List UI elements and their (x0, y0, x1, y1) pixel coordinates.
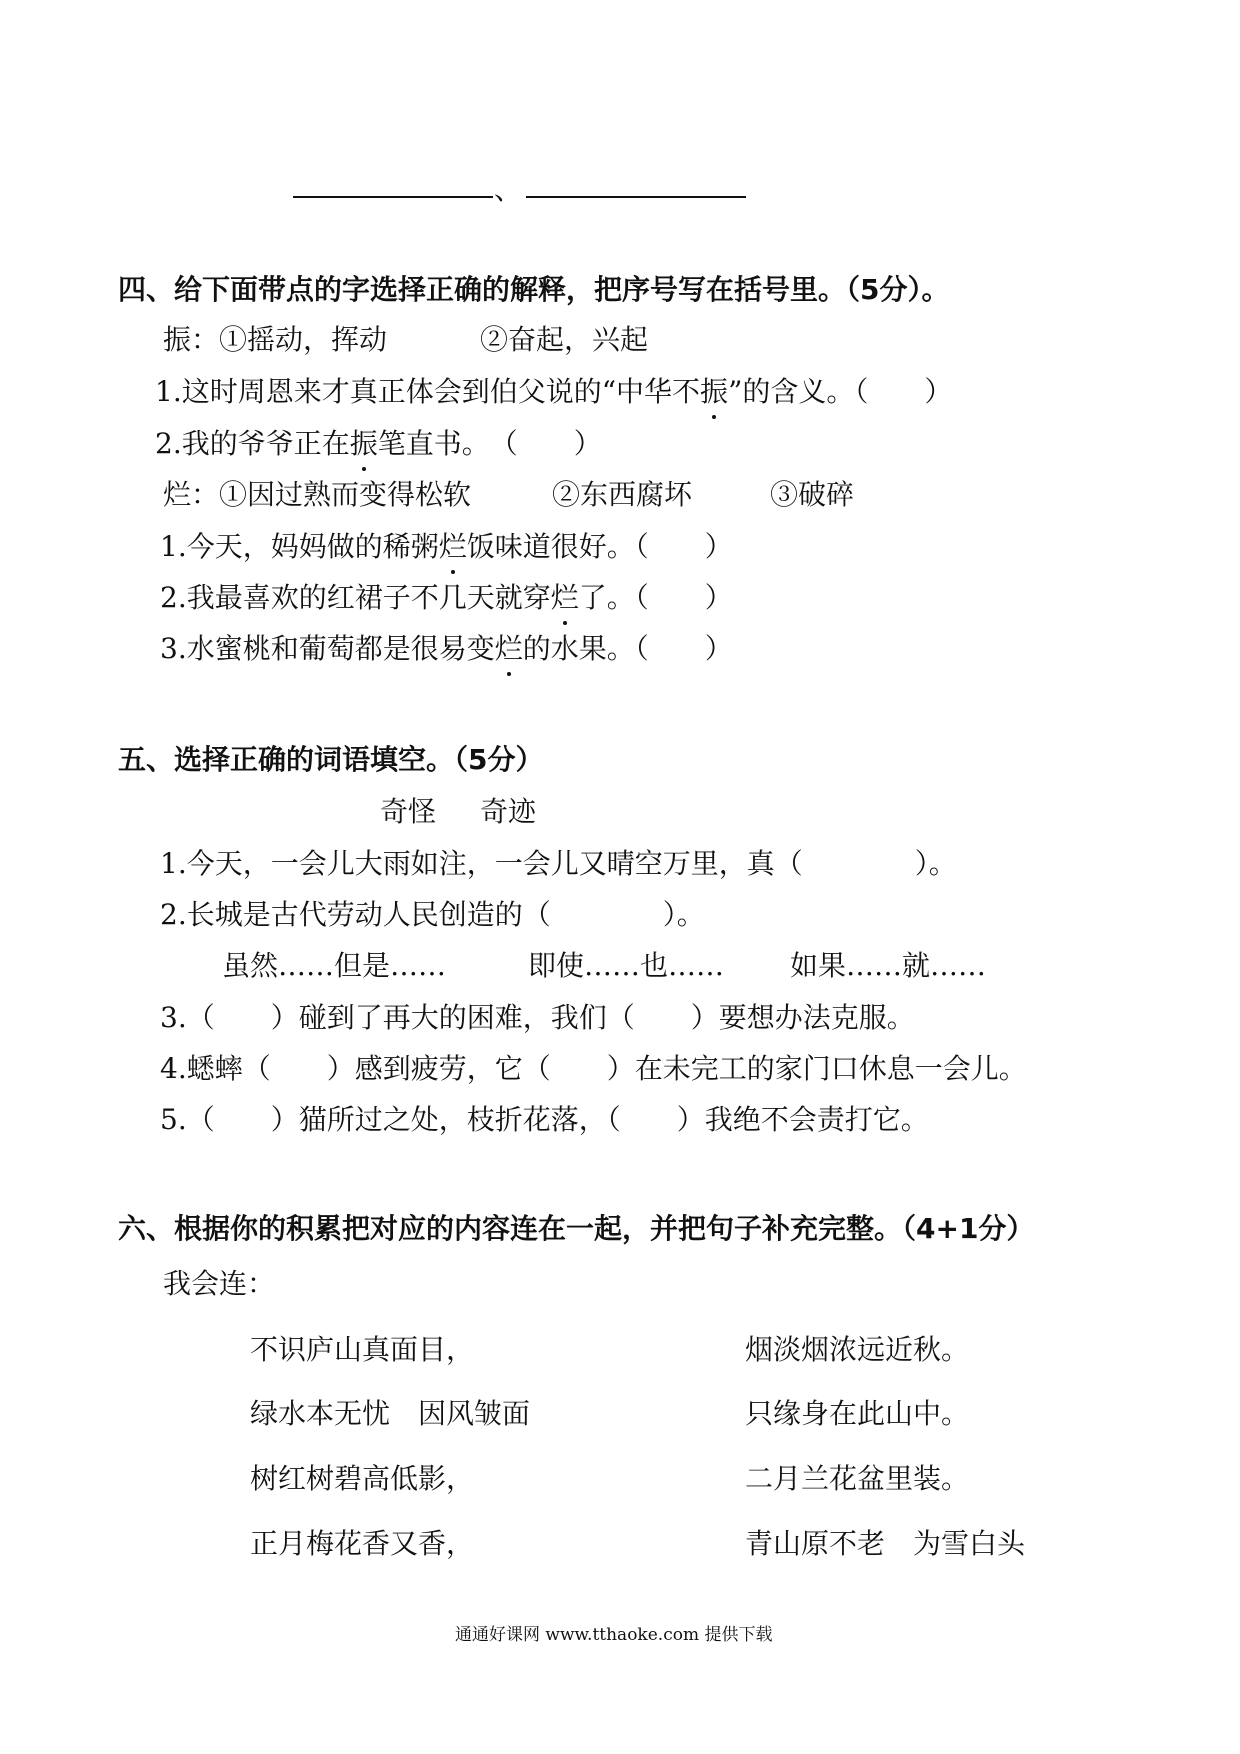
question-5-3: 3.（ ）碰到了再大的困难，我们（ ）要想办法克服。 (160, 1001, 915, 1034)
conjunction-pair-2: 即使……也…… (528, 949, 725, 982)
question-4-4 (160, 576, 733, 616)
conjunction-pair-3: 如果……就…… (790, 949, 987, 982)
word-choice-2: 奇迹 (480, 795, 537, 828)
poem-left-1: 不识庐山真面目， (250, 1333, 475, 1366)
poem-left-4: 正月梅花香又香， (250, 1527, 475, 1560)
dotted-character: 振 (350, 422, 378, 462)
poem-right-1: 烟淡烟浓远近秋。 (745, 1333, 970, 1366)
question-text: 笔直书。 （ ） (377, 427, 602, 460)
dotted-character: 烂 (495, 627, 523, 667)
poem-right-3: 二月兰花盆里装。 (745, 1462, 970, 1495)
question-text: ”的含义。（ ） (728, 375, 953, 408)
question-text: 3.水蜜桃和葡萄都是很易变 (160, 632, 495, 665)
question-4-5 (160, 627, 733, 667)
question-5-4: 4.蟋蟀（ ）感到疲劳，它（ ）在未完工的家门口休息一会儿。 (160, 1052, 1027, 1085)
section-4-title: 四、给下面带点的字选择正确的解释，把序号写在括号里。（5分）。 (118, 273, 950, 306)
poem-right-4: 青山原不老 为雪白头 (745, 1527, 1026, 1560)
dotted-character: 振 (700, 370, 728, 410)
lan-definition-3: ③破碎 (770, 478, 855, 511)
lan-definition-1: 烂：①因过熟而变得松软 (163, 478, 472, 511)
poem-left-2: 绿水本无忧 因风皱面 (250, 1397, 531, 1430)
question-4-1 (155, 370, 952, 410)
matching-prompt: 我会连： (163, 1267, 276, 1300)
question-text: 饭味道很好。（ ） (466, 530, 733, 563)
footer-watermark: 通通好课网 www.tthaoke.com 提供下载 (455, 1625, 773, 1645)
answer-blank-1[interactable] (293, 196, 493, 198)
poem-right-2: 只缘身在此山中。 (745, 1397, 970, 1430)
question-4-2 (155, 422, 602, 462)
zhen-definition-2: ②奋起，兴起 (480, 323, 649, 356)
word-choice-1: 奇怪 (380, 795, 437, 828)
section-5-title: 五、选择正确的词语填空。（5分） (118, 743, 544, 776)
question-text: 1.今天，妈妈做的稀粥 (160, 530, 439, 563)
question-5-5: 5.（ ）猫所过之处，枝折花落，（ ）我绝不会责打它。 (160, 1103, 929, 1136)
question-text: 了。（ ） (578, 581, 733, 614)
poem-left-3: 树红树碧高低影， (250, 1462, 475, 1495)
question-text: 2.我的爷爷正在 (155, 427, 350, 460)
dotted-character: 烂 (439, 525, 467, 565)
answer-blank-2[interactable] (526, 196, 746, 198)
question-5-1: 1.今天，一会儿大雨如注，一会儿又晴空万里，真（ ）。 (160, 847, 957, 880)
blank-separator: 、 (494, 173, 523, 206)
question-5-2: 2.长城是古代劳动人民创造的（ ）。 (160, 898, 705, 931)
conjunction-pair-1: 虽然……但是…… (222, 949, 447, 982)
question-4-3 (160, 525, 733, 565)
section-6-title: 六、根据你的积累把对应的内容连在一起，并把句子补充完整。（4+1分） (118, 1212, 1035, 1245)
question-text: 的水果。（ ） (522, 632, 733, 665)
lan-definition-2: ②东西腐坏 (552, 478, 693, 511)
dotted-character: 烂 (551, 576, 579, 616)
zhen-definition-1: 振：①摇动，挥动 (163, 323, 388, 356)
question-text: 2.我最喜欢的红裙子不几天就穿 (160, 581, 551, 614)
question-text: 1.这时周恩来才真正体会到伯父说的“中华不 (155, 375, 701, 408)
